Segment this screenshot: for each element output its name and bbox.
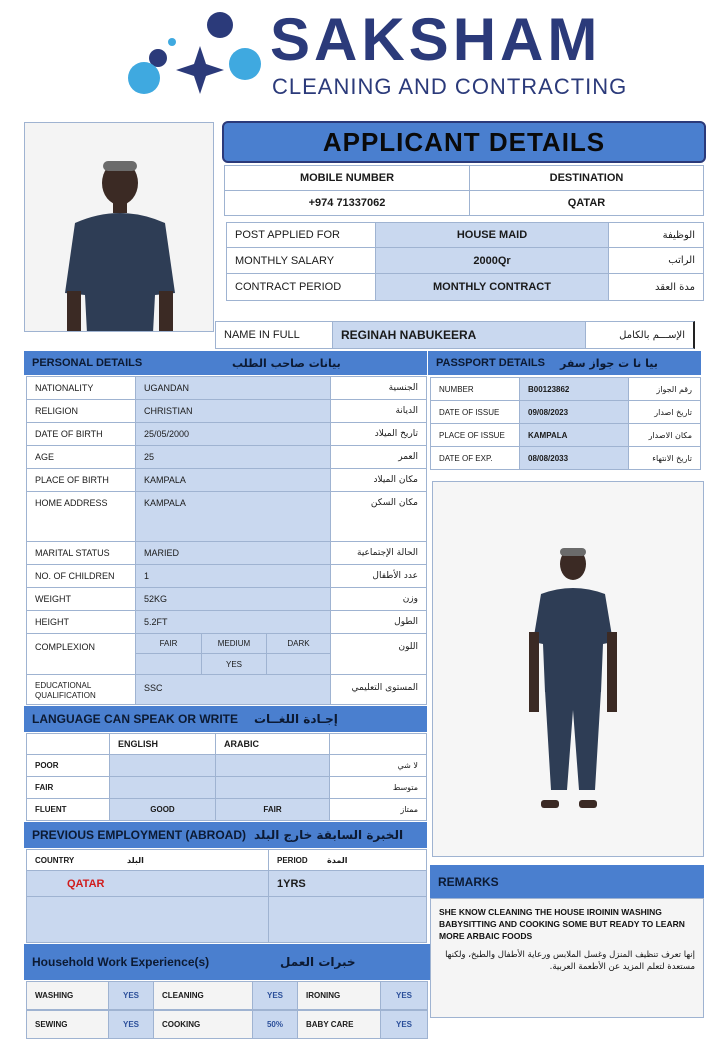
personal-ar-5: مكان السكن [330, 491, 427, 542]
salary-value: 2000Qr [375, 247, 609, 274]
passport-value-3: 08/08/2033 [519, 446, 629, 470]
personal-value-4: KAMPALA [135, 468, 331, 492]
salary-label: MONTHLY SALARY [226, 247, 376, 274]
remarks-text-ar: إنها تعرف تنظيف المنزل وغسل الملابس ورعاية الأطفال والطبخ، ولكنها مستعدة لتعلم المزيد عن الأطعمة العربية. [445, 949, 695, 973]
salary-ar: الراتب [608, 247, 704, 274]
language-arabic-1 [215, 776, 330, 799]
language-ar-2: ممتاز [329, 798, 427, 821]
country-label-ar: البلد [127, 855, 144, 865]
household-value-1: YES [252, 981, 298, 1010]
personal-label-2: DATE OF BIRTH [26, 422, 136, 446]
language-col-arabic: ARABIC [215, 733, 330, 755]
name-label: NAME IN FULL [215, 321, 333, 349]
education-ar: المستوى التعليمي [330, 674, 427, 705]
household-value-5: YES [380, 1010, 428, 1039]
personal-label-7: NO. OF CHILDREN [26, 564, 136, 588]
personal-label-3: AGE [26, 445, 136, 469]
period-label-cell [268, 849, 427, 871]
passport-ar-1: تاريخ اصدار [628, 400, 701, 424]
personal-label-6: MARITAL STATUS [26, 541, 136, 565]
passport-label-3: DATE OF EXP. [430, 446, 520, 470]
employment-header-ar: الخبرة السابقة خارج البلد [254, 828, 404, 842]
language-english-2: GOOD [109, 798, 216, 821]
personal-label-8: WEIGHT [26, 587, 136, 611]
full-body-silhouette-icon [433, 482, 704, 857]
passport-ar-3: تاريخ الانتهاء [628, 446, 701, 470]
language-level-2: FLUENT [26, 798, 110, 821]
passport-header [428, 351, 701, 375]
complexion-medium-check: YES [201, 653, 267, 675]
mobile-value: +974 71337062 [224, 190, 470, 216]
complexion-dark-check [266, 653, 331, 675]
personal-ar-3: العمر [330, 445, 427, 469]
personal-value-7: 1 [135, 564, 331, 588]
language-level-0: POOR [26, 754, 110, 777]
language-ar-1: متوسط [329, 776, 427, 799]
personal-value-2: 25/05/2000 [135, 422, 331, 446]
period-label: PERIOD [277, 855, 308, 865]
post-ar: الوظيفة [608, 222, 704, 248]
personal-ar-2: تاريخ الميلاد [330, 422, 427, 446]
applicant-full-body-photo [432, 481, 704, 857]
period-label-ar: المدة [327, 855, 348, 865]
household-value-3: YES [108, 1010, 154, 1039]
post-label: POST APPLIED FOR [226, 222, 376, 248]
language-arabic-2: FAIR [215, 798, 330, 821]
passport-label-0: NUMBER [430, 377, 520, 401]
personal-label-5: HOME ADDRESS [26, 491, 136, 542]
complexion-dark: DARK [266, 633, 331, 654]
education-label: EDUCATIONAL QUALIFICATION [26, 674, 136, 705]
employment-empty-1 [26, 896, 269, 943]
brand-name: SAKSHAM [270, 6, 602, 73]
personal-ar-1: الديانة [330, 399, 427, 423]
personal-ar-9: الطول [330, 610, 427, 634]
employment-header [24, 822, 427, 848]
remarks-text-en: SHE KNOW CLEANING THE HOUSE IROININ WASHING BABYSITTING AND COOKING SOME BUT READY TO LEARN MORE ARBAIC FOODS [439, 907, 685, 941]
passport-header-ar: بيا نا ت جواز سفر [560, 356, 658, 370]
post-value: HOUSE MAID [375, 222, 609, 248]
destination-value: QATAR [469, 190, 704, 216]
language-english-1 [109, 776, 216, 799]
passport-value-2: KAMPALA [519, 423, 629, 447]
complexion-label: COMPLEXION [26, 633, 136, 675]
personal-ar-4: مكان الميلاد [330, 468, 427, 492]
name-value: REGINAH NABUKEERA [332, 321, 586, 349]
passport-value-0: B00123862 [519, 377, 629, 401]
period-value: 1YRS [268, 870, 427, 897]
household-value-2: YES [380, 981, 428, 1010]
household-header [24, 944, 430, 980]
personal-ar-7: عدد الأطفال [330, 564, 427, 588]
language-level-1: FAIR [26, 776, 110, 799]
household-label-1: CLEANING [153, 981, 253, 1010]
language-header [24, 706, 427, 732]
personal-value-1: CHRISTIAN [135, 399, 331, 423]
page-title: APPLICANT DETAILS [222, 121, 706, 163]
household-value-0: YES [108, 981, 154, 1010]
personal-value-3: 25 [135, 445, 331, 469]
household-value-4: 50% [252, 1010, 298, 1039]
language-ar-0: لا شي [329, 754, 427, 777]
language-corner [26, 733, 110, 755]
language-col-english: ENGLISH [109, 733, 216, 755]
personal-label-9: HEIGHT [26, 610, 136, 634]
passport-ar-0: رقم الجواز [628, 377, 701, 401]
passport-value-1: 09/08/2023 [519, 400, 629, 424]
complexion-fair-check [135, 653, 202, 675]
employment-empty-2 [268, 896, 427, 943]
household-label-0: WASHING [26, 981, 110, 1010]
personal-label-4: PLACE OF BIRTH [26, 468, 136, 492]
country-value: QATAR [26, 870, 269, 897]
personal-label-1: RELIGION [26, 399, 136, 423]
personal-value-0: UGANDAN [135, 376, 331, 400]
personal-label-0: NATIONALITY [26, 376, 136, 400]
applicant-portrait [24, 122, 214, 332]
language-col-ar [329, 733, 427, 755]
household-header-text: Household Work Experience(s) [32, 955, 210, 969]
contract-ar: مدة العقد [608, 273, 704, 301]
household-label-2: IRONING [297, 981, 381, 1010]
personal-header-text: PERSONAL DETAILS [32, 357, 143, 369]
contract-label: CONTRACT PERIOD [226, 273, 376, 301]
complexion-medium: MEDIUM [201, 633, 267, 654]
personal-ar-0: الجنسية [330, 376, 427, 400]
logo [120, 8, 680, 108]
person-silhouette-icon [25, 123, 214, 332]
personal-value-9: 5.2FT [135, 610, 331, 634]
contract-value: MONTHLY CONTRACT [375, 273, 609, 301]
passport-label-2: PLACE OF ISSUE [430, 423, 520, 447]
passport-header-text: PASSPORT DETAILS [436, 357, 545, 369]
personal-header-ar: بيانات صاحب الطلب [232, 356, 341, 370]
language-header-text: LANGUAGE CAN SPEAK OR WRITE [32, 712, 239, 726]
destination-label: DESTINATION [469, 165, 704, 191]
household-label-3: SEWING [26, 1010, 110, 1039]
education-value: SSC [135, 674, 331, 705]
logo-mark-icon [120, 8, 270, 108]
complexion-fair: FAIR [135, 633, 202, 654]
language-english-0 [109, 754, 216, 777]
personal-value-8: 52KG [135, 587, 331, 611]
personal-ar-8: وزن [330, 587, 427, 611]
mobile-label: MOBILE NUMBER [224, 165, 470, 191]
passport-label-1: DATE OF ISSUE [430, 400, 520, 424]
language-header-ar: إجـادة اللغــات [254, 712, 338, 726]
household-header-ar: خبرات العمل [280, 955, 356, 969]
personal-header [24, 351, 427, 375]
passport-ar-2: مكان الاصدار [628, 423, 701, 447]
employment-header-text: PREVIOUS EMPLOYMENT (ABROAD) [32, 828, 247, 842]
personal-value-6: MARIED [135, 541, 331, 565]
name-ar: الإســـم بالكامل [585, 321, 695, 349]
personal-ar-6: الحالة الإجتماعية [330, 541, 427, 565]
country-label-cell [26, 849, 269, 871]
complexion-ar: اللون [330, 633, 427, 675]
personal-value-5: KAMPALA [135, 491, 331, 542]
household-label-5: BABY CARE [297, 1010, 381, 1039]
country-label: COUNTRY [35, 855, 75, 865]
brand-tagline: CLEANING AND CONTRACTING [272, 74, 628, 99]
household-label-4: COOKING [153, 1010, 253, 1039]
remarks-body [430, 898, 704, 1018]
remarks-header: REMARKS [430, 865, 704, 899]
language-arabic-0 [215, 754, 330, 777]
